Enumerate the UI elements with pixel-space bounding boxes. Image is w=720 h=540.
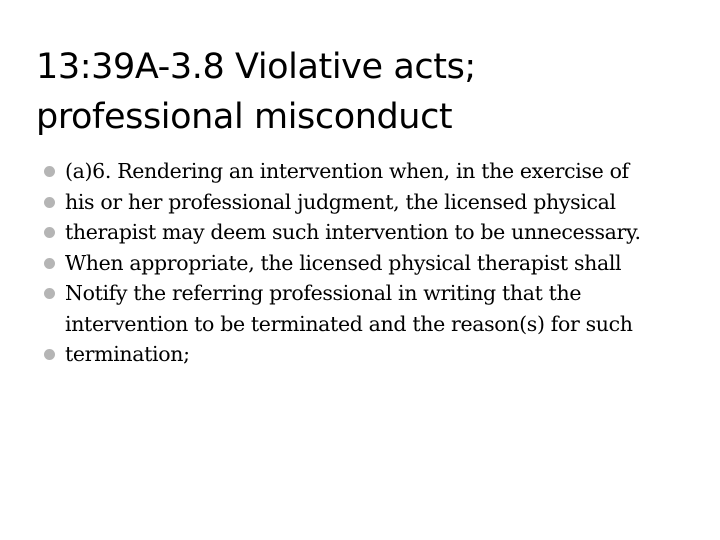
slide-title-line-2: professional misconduct (36, 97, 453, 137)
bullet-item-4 (42, 248, 702, 279)
bullet-list (42, 156, 702, 370)
bullet-text: termination; (65, 342, 190, 366)
bullet-item-5 (42, 278, 702, 339)
slide-title-line-1: 13:39A-3.8 Violative acts; (36, 47, 476, 87)
bullet-dot-icon (44, 258, 55, 269)
bullet-text: (a)6. Rendering an intervention when, in the exercise of (65, 159, 629, 183)
bullet-dot-icon (44, 166, 55, 177)
bullet-text: Notify the referring professional in writing that the (65, 281, 582, 305)
bullet-dot-icon (44, 227, 55, 238)
slide-title (36, 42, 686, 142)
bullet-dot-icon (44, 288, 55, 299)
bullet-text: his or her professional judgment, the licensed physical (65, 189, 616, 214)
bullet-text-continuation: intervention to be terminated and the reason(s) for such (65, 311, 633, 336)
bullet-item-1 (42, 156, 702, 187)
bullet-item-6 (42, 339, 702, 370)
bullet-item-2 (42, 187, 702, 218)
bullet-text: When appropriate, the licensed physical therapist shall (65, 250, 622, 275)
bullet-dot-icon (44, 197, 55, 208)
bullet-text: therapist may deem such intervention to be unnecessary. (65, 220, 641, 244)
bullet-dot-icon (44, 349, 55, 360)
bullet-item-3 (42, 217, 702, 248)
